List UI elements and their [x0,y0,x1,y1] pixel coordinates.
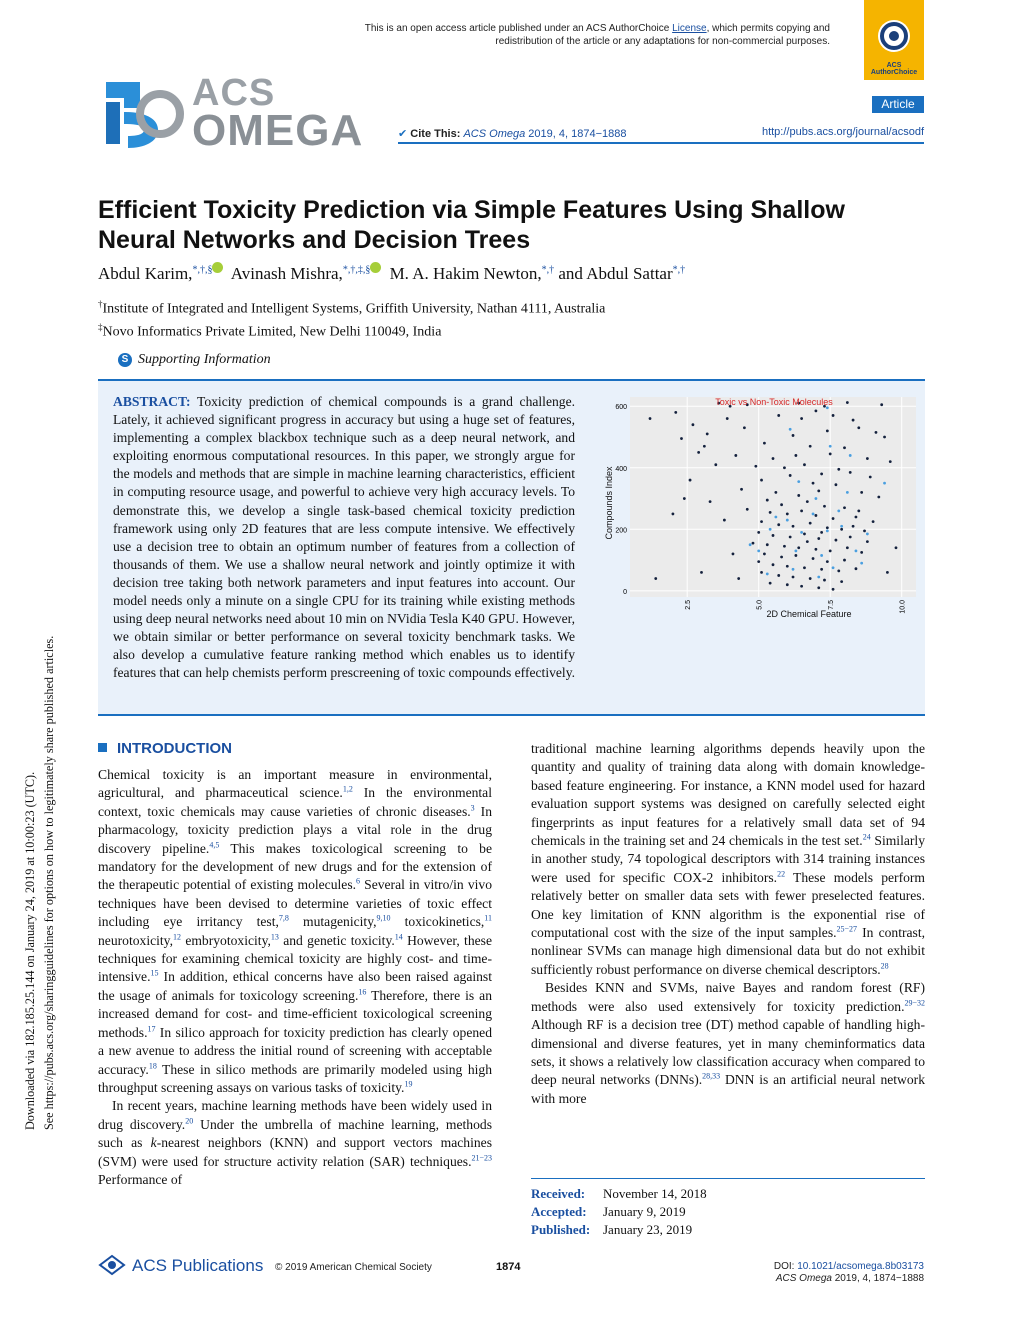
scatter-point-non-toxic [757,531,760,534]
scatter-point-non-toxic [697,451,700,454]
scatter-point-toxic [757,549,760,552]
scatter-point-non-toxic [792,576,795,579]
scatter-point-toxic [797,480,800,483]
scatter-point-non-toxic [840,580,843,583]
scatter-point-non-toxic [852,419,855,422]
author-marks: *,† [672,264,686,276]
affiliation-text: Novo Informatics Private Limited, New Delhi 110049, India [102,324,442,340]
scatter-point-non-toxic [723,519,726,522]
x-tick-label: 10.0 [899,600,907,614]
citation-ref[interactable]: 9,10 [376,913,391,923]
scatter-point-non-toxic [837,468,840,471]
scatter-point-non-toxic [800,585,803,588]
x-tick-label: 5.0 [756,600,764,610]
badge-label: ACS AuthorChoice [870,62,918,76]
scatter-point-non-toxic [714,463,717,466]
scatter-point-non-toxic [812,557,815,560]
scatter-point-non-toxic [837,569,840,572]
publication-dates [531,1178,925,1239]
orcid-icon[interactable] [370,262,381,273]
author-name[interactable]: Avinash Mishra, [230,264,343,283]
scatter-point-non-toxic [889,460,892,463]
scatter-point-non-toxic [783,466,786,469]
scatter-point-non-toxic [772,534,775,537]
scatter-point-toxic [820,554,823,557]
scatter-point-non-toxic [800,509,803,512]
oa-notice-text: This is an open access article published under an ACS AuthorChoice [364,23,670,34]
y-tick-label: 600 [615,404,627,412]
scatter-point-toxic [766,573,769,576]
publisher-name: ACS Publications [132,1256,264,1275]
scatter-point-non-toxic [832,517,835,520]
doi-label: DOI: [773,1261,798,1272]
scatter-point-non-toxic [752,542,755,545]
chart-title: Toxic vs Non-Toxic Molecules [715,397,833,407]
citation-ref[interactable]: 4,5 [209,840,220,850]
scatter-point-non-toxic [792,434,795,437]
citation-ref[interactable]: 18 [148,1060,157,1070]
scatter-point-non-toxic [700,571,703,574]
journal-word-omega: OMEGA [192,106,364,155]
scatter-point-non-toxic [823,505,826,508]
scatter-point-toxic [855,549,858,552]
y-tick-label: 400 [615,465,627,473]
author-name[interactable]: M. A. Hakim Newton, [389,264,542,283]
scatter-point-non-toxic [826,560,829,563]
scatter-point-non-toxic [863,529,866,532]
citation-ref[interactable]: 7,8 [278,913,289,923]
author-name[interactable]: and Abdul Sattar [558,264,673,283]
affiliation [98,299,605,318]
citation-ref[interactable]: 1,2 [342,784,353,794]
abstract-body: Toxicity prediction of chemical compounds is a grand challenge. Lately, it achieved significant progress in accuracy but using a huge set of features, implementing a complex blackbox technique such as a deep neural network, and exploiting enormous computational resources. In this paper, we strongly argue for the models and methods that are simple in machine learning characteristics, efficient in computing resource usage, and powerful to achieve very high accuracy levels. To demonstrate this, we develop a single task-based chemical toxicity prediction framework using only 2D features that are less compute intensive. We effectively use a decision tree to obtain an optimum number of features from a collection of thousands of them. We use a shallow neural network and jointly optimize it with decision tree taking both network parameters and input features into account. Our model needs only a minute on a single CPU for its training while existing methods using deep neural networks need about 10 min on NVidia Tesla K40 GPU. However, we obtain similar or better performance on several toxicity benchmark tasks. We also develop a cumulative feature ranking method which enables us to identify features that can help chemists perform prescreening of toxic compounds effectively. [113,394,576,681]
acs-publications-icon [98,1254,126,1276]
paragraph: In recent years, machine learning methods have been widely used in drug discovery.$^{20}$ Under the umbrella of machine learning, methods such as k-nearest neighbors (KNN) and support vectors machines (SVM) were used for structure activity relation (SAR) techniques.$^{21-23}$ Performance of [98,1098,492,1187]
date-value: January 23, 2019 [603,1222,693,1237]
scatter-point-non-toxic [766,543,769,546]
scatter-point-toxic [786,519,789,522]
scatter-point-toxic [774,516,777,519]
citation-ref[interactable]: 6 [356,876,361,886]
scatter-point-non-toxic [815,514,818,517]
scatter-point-non-toxic [777,523,780,526]
author-marks: *,† [541,264,555,276]
scatter-point-non-toxic [820,568,823,571]
scatter-point-non-toxic [772,457,775,460]
scatter-point-non-toxic [794,554,797,557]
date-value: January 9, 2019 [603,1204,686,1219]
scatter-point-non-toxic [797,494,800,497]
scatter-point-non-toxic [877,496,880,499]
license-link[interactable]: License [672,23,707,34]
citation-ref[interactable]: 21−23 [471,1153,492,1162]
date-value: November 14, 2018 [603,1186,707,1201]
scatter-point-non-toxic [797,546,800,549]
scatter-point-non-toxic [875,431,878,434]
scatter-point-non-toxic [860,491,863,494]
scatter-point-non-toxic [783,545,786,548]
scatter-point-toxic [846,491,849,494]
body-column-left [98,766,492,1189]
scatter-point-non-toxic [809,522,812,525]
scatter-point-non-toxic [886,571,889,574]
scatter-point-non-toxic [817,489,820,492]
date-row [531,1221,925,1239]
author-list [98,262,928,284]
side-note-line: Downloaded via 182.185.25.144 on January 24, 2019 at 10:00:23 (UTC). [23,771,37,1130]
citation-ref[interactable]: 20 [185,1116,194,1126]
scatter-point-non-toxic [789,474,792,477]
check-icon: ✔ [398,128,408,140]
scatter-point-non-toxic [832,414,835,417]
paragraph: Chemical toxicity is an important measure in environmental, agricultural, and pharmaceutical science.$^{1,2}$ In the environmental context, toxic chemicals may cause varieties of chronic diseases.$^3$ In pharmacology, toxicity prediction plays a vital role in the drug discovery pipeline.$^{4,5}$ This makes toxicological screening to be mandatory for the development of new drugs and for the extension of the therapeutic potential of existing molecules.$^6$ Several in vitro/in vivo techniques have been devised to determine varieties of toxic effect including eye irritancy test,$^{7,8}$ mutagenicity,$^{9,10}$ toxicokinetics,$^{11}$ neurotoxicity,$^{12}$ embryotoxicity,$^{13}$ and genetic toxicity.$^{14}$ However, these techniques for examining chemical toxicity are highly cost- and time-intensive.$^{15}$ In addition, ethical concerns have also been raised against the usage of animals for toxicology screening.$^{16}$ Therefore, there is an increased demand for cost- and time-efficient toxicological screening methods.$^{17}$ In silico approach for toxicity prediction has clearly opened a new avenue to address the initial round of screening with acceptable accuracy.$^{18}$ These in silico methods are primarily modeled using high throughput screening assays on various tasks of toxicity.$^{19}$ [98,767,493,1095]
scatter-point-non-toxic [820,473,823,476]
article-title: Efficient Toxicity Prediction via Simple Features Using Shallow Neural Networks and Decision Trees [98,196,845,254]
citation-ref[interactable]: 17 [147,1024,156,1034]
scatter-point-non-toxic [780,503,783,506]
x-axis-label: 2D Chemical Feature [766,609,852,619]
citation-ref[interactable]: 3 [470,803,475,813]
scatter-point-non-toxic [832,588,835,591]
scatter-point-non-toxic [895,546,898,549]
scatter-point-non-toxic [843,506,846,509]
x-tick-label: 7.5 [828,600,836,610]
author-marks: *,†,§ [192,264,213,276]
scatter-point-non-toxic [857,426,860,429]
scatter-point-non-toxic [786,583,789,586]
authorchoice-badge[interactable] [864,0,924,80]
doi-link[interactable]: 10.1021/acsomega.8b03173 [797,1261,924,1272]
author-marks: *,†,‡,§ [342,264,371,276]
scatter-point-non-toxic [829,549,832,552]
scatter-point-non-toxic [826,526,829,529]
scatter-point-non-toxic [857,509,860,512]
scatter-point-non-toxic [815,409,818,412]
scatter-point-non-toxic [860,551,863,554]
scatter-point-non-toxic [817,586,820,589]
scatter-point-toxic [749,543,752,546]
supporting-information-link[interactable] [118,352,271,368]
scatter-point-non-toxic [746,508,749,511]
scatter-point-toxic [792,568,795,571]
scatter-point-non-toxic [780,556,783,559]
scatter-point-non-toxic [786,513,789,516]
scatter-point-non-toxic [803,533,806,536]
affiliation-text: Institute of Integrated and Intelligent Systems, Griffith University, Nathan 4111, Australia [102,301,606,317]
scatter-point-non-toxic [760,479,763,482]
section-bullet-icon [98,743,107,752]
scatter-point-non-toxic [852,525,855,528]
scatter-point-non-toxic [794,454,797,457]
scatter-point-toxic [817,576,820,579]
scatter-point-non-toxic [883,436,886,439]
scatter-point-non-toxic [843,559,846,562]
scatter-point-non-toxic [769,582,772,585]
citation-ref[interactable]: 29−32 [904,998,925,1008]
scatter-point-non-toxic [703,445,706,448]
scatter-point-non-toxic [803,463,806,466]
scatter-point-non-toxic [706,433,709,436]
scatter-point-non-toxic [840,528,843,531]
cite-line[interactable] [398,127,626,140]
paragraph: Besides KNN and SVMs, naive Bayes and random forest (RF) methods were also used extensively for toxicity prediction.$^{29-32}$ Although RF is a decision tree (DT) method capable of handling high-dimensional and diverse features, yet in many cheminformatics data sets, it shows a relatively low classification accuracy when compared to deep neural networks (DNNs).$^{28,33}$ DNN is an artificial neural network with more [531,980,925,1106]
plot-panel [630,397,916,597]
scatter-point-toxic [849,454,852,457]
citation-ref[interactable]: 15 [150,968,159,978]
scatter-point-non-toxic [843,446,846,449]
header-divider [398,142,924,144]
scatter-point-non-toxic [709,500,712,503]
scatter-point-non-toxic [737,577,740,580]
scatter-point-non-toxic [680,437,683,440]
scatter-point-toxic [826,529,829,532]
x-tick-label: 2.5 [685,600,693,610]
citation-ref[interactable]: 28 [880,961,889,971]
scatter-point-toxic [840,525,843,528]
section-heading [98,740,232,757]
affiliation [98,322,441,341]
supporting-info-icon: S [118,353,132,367]
scatter-point-non-toxic [855,516,858,519]
cite-journal: ACS Omega [463,128,526,140]
scatter-point-non-toxic [674,411,677,414]
scatter-point-non-toxic [849,471,852,474]
scatter-point-toxic [794,549,797,552]
affiliation-mark: † [98,299,103,309]
scatter-point-non-toxic [786,565,789,568]
authorchoice-icon [876,16,912,56]
scatter-point-non-toxic [757,560,760,563]
scatter-point-non-toxic [754,465,757,468]
scatter-point-non-toxic [809,577,812,580]
citation-ref[interactable]: 25−27 [836,924,858,934]
toc-scatter-chart [604,393,922,625]
body-column-right [531,740,925,1108]
open-access-notice [360,22,830,48]
scatter-point-non-toxic [672,513,675,516]
oa-notice-text-2: , which permits copying and redistribution of the article or any adaptations for non-commercial purposes. [495,23,830,47]
scatter-point-non-toxic [872,520,875,523]
scatter-point-toxic [883,482,886,485]
y-tick-label: 200 [615,527,627,535]
citation-ref[interactable]: 22 [777,869,786,879]
scatter-point-non-toxic [766,499,769,502]
citation-ref[interactable]: 16 [358,987,367,997]
acs-omega-logo-icon [98,72,188,154]
scatter-point-non-toxic [649,417,652,420]
y-tick-labels [615,404,627,596]
citation-ref[interactable]: 19 [404,1079,413,1089]
scatter-point-non-toxic [817,537,820,540]
copyright: © 2019 American Chemical Society [275,1262,432,1273]
scatter-point-non-toxic [866,540,869,543]
paragraph: traditional machine learning algorithms depends heavily upon the quantity and quality of training data along with domain knowledge-based feature engineering. For instance, a KNN model used for hazard evaluation support systems was designed on carefully selected eight fingerprints as input features for a relatively small data set of 94 chemicals in the training set and 24 chemicals in the test set.$^{24}$ Similarly in another study, 74 topological descriptors with 314 training instances were used for specific COX-2 inhibitors.$^{22}$ These models perform relatively better on smaller data sets with fewer preselected features. One key limitation of KNN algorithm is the exponential rise of computational cost with the size of the input samples.$^{25-27}$ In contrast, nonlinear SVMs can manage high dimensional data but do not exhibit sufficiently robust performance on diverse chemical descriptors.$^{28}$ [531,741,926,977]
scatter-point-non-toxic [846,401,849,404]
scatter-point-non-toxic [855,567,858,570]
citation-ref[interactable]: 11 [484,913,492,923]
citation-journal: ACS Omega [775,1273,832,1284]
scatter-point-non-toxic [763,553,766,556]
scatter-point-non-toxic [760,520,763,523]
scatter-point-non-toxic [835,483,838,486]
scatter-point-non-toxic [732,553,735,556]
doi-block [720,1261,924,1285]
citation-ref[interactable]: 24 [862,832,871,842]
scatter-point-non-toxic [772,563,775,566]
page-number: 1874 [496,1261,521,1273]
scatter-point-non-toxic [846,546,849,549]
abstract-heading: ABSTRACT: [113,394,191,409]
author-name[interactable]: Abdul Karim, [98,264,193,283]
journal-word-acs: ACS [192,72,276,114]
scatter-point-toxic [860,562,863,565]
scatter-point-non-toxic [654,577,657,580]
scatter-point-toxic [815,497,818,500]
cite-label: Cite This: [410,128,461,140]
cite-ref: 2019, 4, 1874−1888 [528,128,627,140]
scatter-point-non-toxic [689,479,692,482]
scatter-point-non-toxic [823,579,826,582]
date-row [531,1185,925,1203]
y-axis-label: Compounds Index [604,466,614,540]
date-label: Received: [531,1186,586,1201]
affiliation-mark: ‡ [98,322,103,332]
date-row [531,1203,925,1221]
scatter-point-non-toxic [820,531,823,534]
section-heading-text: INTRODUCTION [117,740,232,757]
scatter-point-non-toxic [869,476,872,479]
date-label: Accepted: [531,1204,587,1219]
scatter-point-non-toxic [792,525,795,528]
scatter-point-non-toxic [734,454,737,457]
scatter-point-non-toxic [829,453,832,456]
scatter-point-non-toxic [777,414,780,417]
scatter-point-toxic [837,509,840,512]
scatter-point-non-toxic [803,566,806,569]
citation-ref-footer: 2019, 4, 1874−1888 [831,1273,924,1284]
scatter-point-non-toxic [866,457,869,460]
scatter-point-non-toxic [692,423,695,426]
scatter-point-non-toxic [760,571,763,574]
journal-logo [98,72,398,154]
scatter-point-toxic [829,445,832,448]
scatter-point-toxic [832,566,835,569]
scatter-point-non-toxic [815,548,818,551]
side-note-line: See https://pubs.acs.org/sharingguidelines for options on how to legitimately share published articles. [42,635,56,1130]
orcid-icon[interactable] [212,262,223,273]
scatter-point-non-toxic [826,429,829,432]
citation-ref[interactable]: 12 [173,932,181,942]
scatter-point-non-toxic [789,536,792,539]
scatter-point-non-toxic [812,482,815,485]
date-label: Published: [531,1222,591,1237]
acs-publications-logo[interactable] [98,1254,263,1276]
scatter-point-non-toxic [763,442,766,445]
journal-url-link[interactable]: http://pubs.acs.org/journal/acsodf [761,126,924,138]
article-type-tag: Article [872,96,924,113]
scatter-point-non-toxic [774,491,777,494]
scatter-point-non-toxic [769,511,772,514]
scatter-point-non-toxic [683,497,686,500]
scatter-point-non-toxic [809,445,812,448]
scatter-point-non-toxic [800,417,803,420]
scatter-point-non-toxic [740,488,743,491]
scatter-point-non-toxic [806,540,809,543]
scatter-point-non-toxic [835,539,838,542]
scatter-point-toxic [789,428,792,431]
scatter-point-non-toxic [880,403,883,406]
citation-ref[interactable]: 28,33 [702,1071,721,1081]
scatter-point-toxic [769,528,772,531]
scatter-point-toxic [812,513,815,516]
scatter-point-non-toxic [777,574,780,577]
scatter-point-non-toxic [743,426,746,429]
scatter-point-non-toxic [849,536,852,539]
scatter-point-non-toxic [806,500,809,503]
scatter-point-toxic [800,531,803,534]
supporting-info-label: Supporting Information [138,352,271,367]
citation-ref[interactable]: 13 [270,932,279,942]
scatter-point-toxic [866,533,869,536]
y-tick-label: 0 [623,588,627,596]
scatter-point-non-toxic [726,417,729,420]
citation-ref[interactable]: 14 [394,932,403,942]
